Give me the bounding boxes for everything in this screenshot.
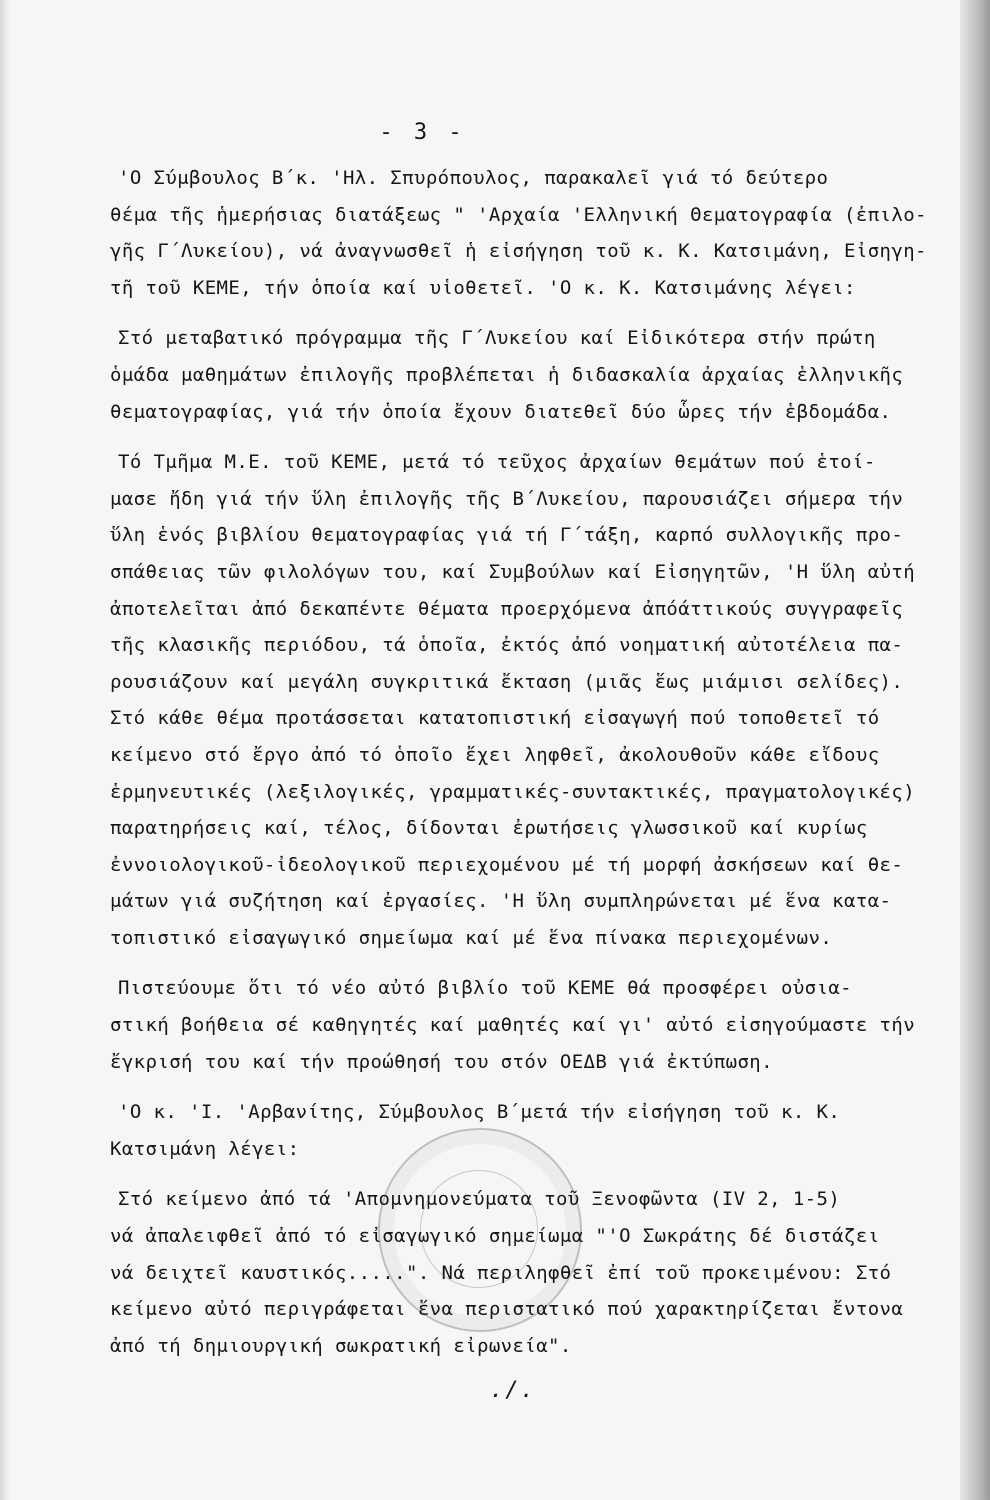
text-line: Στό κείμενο ἀπό τά 'Απομνημονεύματα τοῦ Ξενοφῶντα (IV 2, 1-5) bbox=[118, 1188, 841, 1211]
page-left-edge bbox=[0, 0, 10, 1500]
text-line: Τό Τμῆμα Μ.Ε. τοῦ ΚΕΜΕ, μετά τό τεῦχος ἀρχαίων θεμάτων πού ἑτοί- bbox=[118, 451, 876, 474]
page-number: - 3 - bbox=[379, 120, 466, 145]
text-line: Κατσιμάνη λέγει: bbox=[110, 1137, 300, 1160]
text-line: ἔγκρισή του καί τήν προώθησή του στόν ΟΕΔΒ γιά ἐκτύπωση. bbox=[110, 1050, 773, 1073]
text-line: νά δειχτεῖ καυστικός.....". Νά περιληφθεῖ ἐπί τοῦ προκειμένου: Στό bbox=[110, 1261, 892, 1284]
paragraph-5 bbox=[110, 1094, 948, 1167]
text-line: κείμενο αὐτό περιγράφεται ἕνα περιστατικό πού χαρακτηρίζεται ἔντονα bbox=[110, 1298, 904, 1321]
paragraph-2 bbox=[110, 320, 948, 430]
text-line: ἐννοιολογικοῦ-ἰδεολογικοῦ περιεχομένου μέ τή μορφή ἀσκήσεων καί θε- bbox=[110, 853, 904, 876]
text-line: ἑρμηνευτικές (λεξιλογικές, γραμματικές-συντακτικές, πραγματολογικές) bbox=[110, 780, 916, 803]
text-line: σπάθειας τῶν φιλολόγων του, καί Συμβούλων καί Εἰσηγητῶν, 'Η ὕλη αὐτή bbox=[110, 560, 916, 583]
text-line: 'Ο κ. 'Ι. 'Αρβανίτης, Σύμβουλος Β΄μετά τήν εἰσήγηση τοῦ κ. Κ. bbox=[118, 1101, 841, 1124]
text-line: κείμενο στό ἔργο ἀπό τό ὁποῖο ἔχει ληφθεῖ, ἀκολουθοῦν κάθε εἴδους bbox=[110, 743, 880, 766]
document-body bbox=[110, 160, 948, 1364]
paragraph-3 bbox=[110, 444, 948, 956]
text-line: 'Ο Σύμβουλος Β΄κ. 'Ηλ. Σπυρόπουλος, παρακαλεῖ γιά τό δεύτερο bbox=[118, 167, 829, 189]
text-line: γῆς Γ΄Λυκείου), νά ἀναγνωσθεῖ ἡ εἰσήγηση τοῦ κ. Κ. Κατσιμάνη, Εἰσηγη- bbox=[110, 240, 927, 263]
paragraph-1 bbox=[110, 160, 948, 306]
text-line: ὕλη ἑνός βιβλίου θεματογραφίας γιά τή Γ΄τάξη, καρπό συλλογικῆς προ- bbox=[110, 524, 904, 547]
text-line: Στό μεταβατικό πρόγραμμα τῆς Γ΄Λυκείου καί Εἰδικότερα στήν πρώτη bbox=[118, 327, 876, 350]
text-line: θεματογραφίας, γιά τήν ὁποία ἔχουν διατεθεῖ δύο ὧρες τήν ἑβδομάδα. bbox=[110, 400, 892, 423]
text-line: τῆς κλασικῆς περιόδου, τά ὁποῖα, ἐκτός ἀπό νοηματική αὐτοτέλεια πα- bbox=[110, 634, 904, 657]
text-line: παρατηρήσεις καί, τέλος, δίδονται ἐρωτήσεις γλωσσικοῦ καί κυρίως bbox=[110, 817, 868, 840]
text-line: νά ἀπαλειφθεῖ ἀπό τό εἰσαγωγικό σημείωμα "'Ο Σωκράτης δέ διστάζει bbox=[110, 1225, 880, 1248]
text-line: μασε ἤδη γιά τήν ὕλη ἐπιλογῆς τῆς Β΄Λυκείου, παρουσιάζει σήμερα τήν bbox=[110, 487, 904, 510]
text-line: θέμα τῆς ἡμερήσιας διατάξεως " 'Αρχαία 'Ελληνική Θεματογραφία (ἐπιλο- bbox=[110, 203, 927, 226]
text-line: ρουσιάζουν καί μεγάλη συγκριτικά ἔκταση (μιᾶς ἕως μιάμισι σελίδες). bbox=[110, 670, 904, 693]
text-line: τοπιστικό εἰσαγωγικό σημείωμα καί μέ ἕνα πίνακα περιεχομένων. bbox=[110, 926, 833, 949]
text-line: ὁμάδα μαθημάτων ἐπιλογῆς προβλέπεται ἡ διδασκαλία ἀρχαίας ἑλληνικῆς bbox=[110, 363, 904, 386]
initials-signature: ./. bbox=[490, 1378, 536, 1403]
text-line: μάτων γιά συζήτηση καί ἐργασίες. 'Η ὕλη συμπληρώνεται μέ ἕνα κατα- bbox=[110, 890, 892, 913]
paragraph-6 bbox=[110, 1181, 948, 1364]
text-line: στική βοήθεια σέ καθηγητές καί μαθητές καί γι' αὐτό εἰσηγούμαστε τήν bbox=[110, 1014, 916, 1037]
text-line: ἀπό τή δημιουργική σωκρατική εἰρωνεία". bbox=[110, 1334, 572, 1357]
text-line: Στό κάθε θέμα προτάσσεται κατατοπιστική εἰσαγωγή πού τοποθετεῖ τό bbox=[110, 707, 880, 730]
text-line: ἀποτελεῖται ἀπό δεκαπέντε θέματα προερχόμενα ἀπόάττικούς συγγραφεῖς bbox=[110, 597, 904, 620]
paragraph-4 bbox=[110, 970, 948, 1080]
page-right-edge bbox=[960, 0, 990, 1500]
text-line: Πιστεύουμε ὅτι τό νέο αὐτό βιβλίο τοῦ ΚΕΜΕ θά προσφέρει οὐσια- bbox=[118, 977, 853, 1000]
text-line: τῆ τοῦ ΚΕΜΕ, τήν ὁποία καί υἱοθετεῖ. 'Ο κ. Κ. Κατσιμάνης λέγει: bbox=[110, 276, 856, 299]
